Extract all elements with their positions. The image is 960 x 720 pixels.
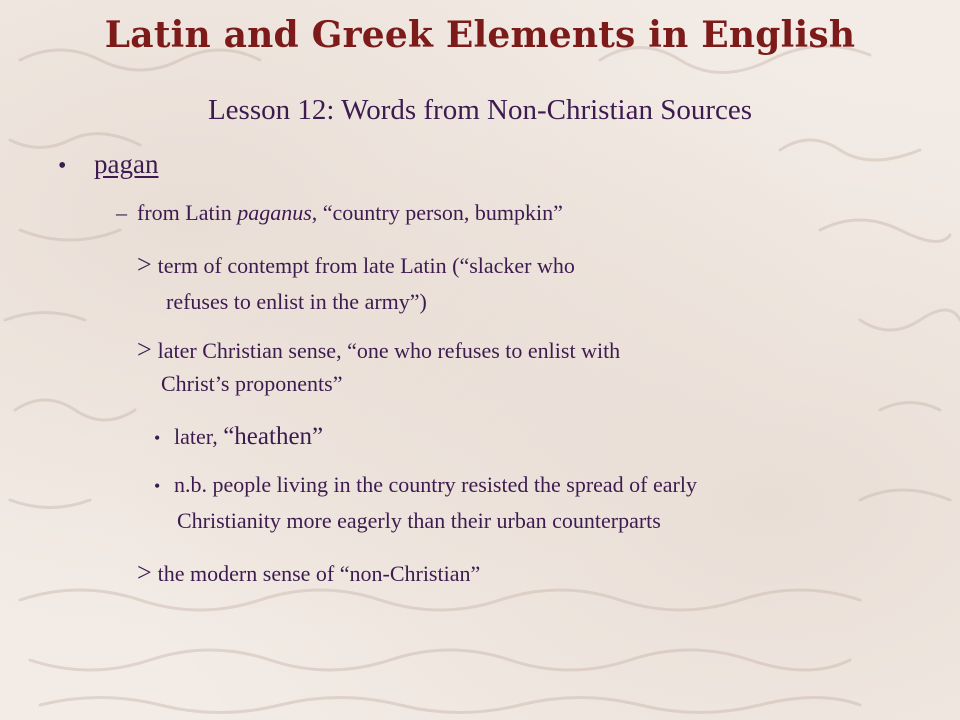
greater-than-marker: > <box>137 250 152 279</box>
sub-bullet-dot-icon: • <box>154 476 161 496</box>
sub1-prefix: later, <box>174 424 224 449</box>
slide-title: Latin and Greek Elements in English <box>104 14 856 56</box>
origin-latin-word: paganus <box>237 200 312 225</box>
sense1-line1 <box>137 250 575 280</box>
origin-gloss: , “country person, bumpkin” <box>311 200 563 225</box>
bullet-dot-icon: • <box>58 153 67 179</box>
sense3-line <box>137 558 480 588</box>
origin-prefix: from Latin <box>137 200 238 225</box>
sub-bullet-heathen <box>154 423 323 451</box>
slide-subtitle: Lesson 12: Words from Non-Christian Sources <box>207 94 753 126</box>
sense2-text1: later Christian sense, “one who refuses to enlist with <box>157 338 621 363</box>
sense2-line1 <box>137 335 620 365</box>
sense1-line2: refuses to enlist in the army”) <box>166 289 427 314</box>
sense3-text: the modern sense of “non-Christian” <box>157 561 481 586</box>
greater-than-marker: > <box>137 335 152 364</box>
dash-marker: – <box>116 200 127 225</box>
sense2-line2: Christ’s proponents” <box>161 371 343 396</box>
term-pagan: pagan <box>94 149 159 179</box>
sub2-text1: n.b. people living in the country resisted the spread of early <box>174 472 697 497</box>
bullet-pagan <box>58 149 158 180</box>
greater-than-marker: > <box>137 558 152 587</box>
sense1-text1: term of contempt from late Latin (“slacker who <box>157 253 575 278</box>
sub-bullet-dot-icon: • <box>154 428 161 448</box>
sub1-emphasis: “heathen” <box>223 423 324 450</box>
sub-bullet-nb-line1 <box>154 472 697 498</box>
sub-bullet-nb-line2: Christianity more eagerly than their urban counterparts <box>177 508 661 533</box>
origin-line <box>116 200 563 226</box>
